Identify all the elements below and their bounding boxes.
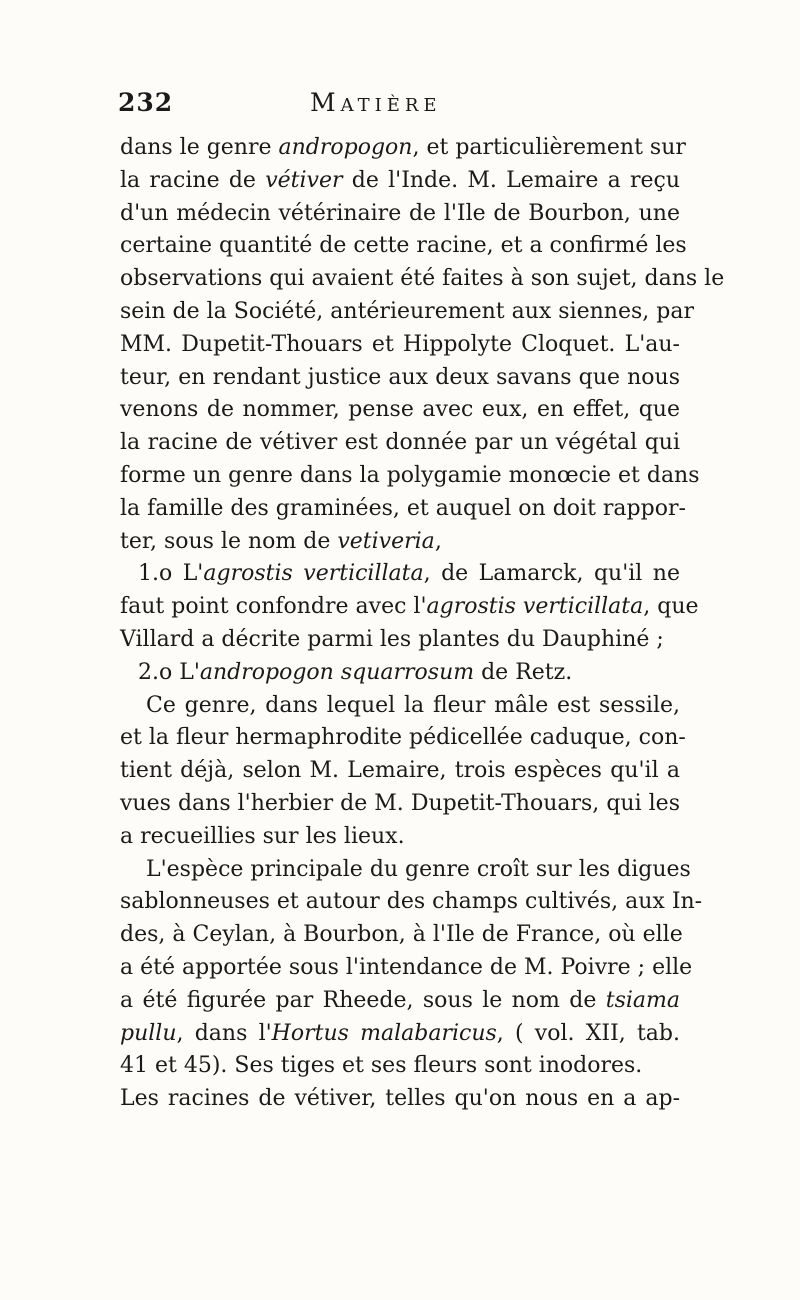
text-run: la famille des graminées, et auquel on doit rappor- — [120, 495, 686, 521]
text-line — [120, 1018, 680, 1051]
text-run: la racine de vétiver est donnée par un végétal qui — [120, 430, 680, 456]
text-line — [120, 722, 686, 755]
text-run: a été apportée sous l'intendance de M. Poivre ; elle — [120, 954, 693, 980]
text-line — [120, 427, 680, 460]
text-run: teur, en rendant justice aux deux savans que nous — [120, 364, 680, 390]
text-run: andropogon — [278, 135, 413, 160]
text-line — [120, 821, 680, 854]
text-run: 1.o L' — [138, 561, 204, 587]
text-run: a été figurée par Rheede, sous le nom de — [120, 987, 606, 1013]
text-run: , ( vol. XII, tab. — [496, 1020, 680, 1046]
text-run: Villard a décrite parmi les plantes du Dauphiné ; — [120, 626, 664, 652]
text-run: des, à Ceylan, à Bourbon, à l'Ile de France, où elle — [120, 922, 683, 948]
text-line — [120, 526, 680, 559]
text-line — [120, 132, 686, 165]
text-line — [120, 1050, 680, 1083]
text-run: sablonneuses et autour des champs cultivés, aux In- — [120, 889, 703, 915]
text-run: MM. Dupetit-Thouars et Hippolyte Cloquet. L'au- — [120, 331, 680, 357]
text-run: dans le genre — [120, 135, 279, 160]
text-line — [120, 624, 680, 657]
text-line — [120, 263, 725, 296]
text-line — [120, 394, 680, 427]
text-run: Ce genre, dans lequel la fleur mâle est sessile, — [146, 692, 680, 718]
text-run: agrostis verticillata — [203, 561, 424, 587]
body-text — [120, 132, 725, 1116]
text-run: Hortus malabaricus — [271, 1020, 497, 1046]
text-line — [120, 690, 680, 723]
text-line — [120, 460, 700, 493]
text-line — [120, 558, 680, 591]
text-line — [120, 854, 691, 887]
text-run: , que — [643, 594, 699, 620]
text-run: venons de nommer, pense avec eux, en effet, que — [120, 397, 680, 423]
page-number: 232 — [118, 88, 174, 117]
text-line — [120, 329, 680, 362]
text-line — [120, 493, 686, 526]
text-line — [120, 919, 683, 952]
text-line — [120, 165, 680, 198]
text-run: 41 et 45). Ses tiges et ses fleurs sont inodores. — [120, 1053, 643, 1079]
text-run: ter, sous le nom de — [120, 528, 338, 554]
text-run: vues dans l'herbier de M. Dupetit-Thouars, qui les — [120, 790, 680, 816]
page-header — [118, 88, 678, 124]
text-run: sein de la Société, antérieurement aux siennes, par — [120, 298, 694, 324]
text-run: pullu — [120, 1020, 177, 1046]
text-line — [120, 985, 680, 1018]
text-run: 2.o L' — [138, 659, 200, 685]
text-run: , dans l' — [176, 1020, 272, 1046]
text-run: andropogon squarrosum — [199, 659, 475, 685]
text-run: de l'Inde. M. Lemaire a reçu — [342, 167, 680, 193]
text-run: , de Lamarck, qu'il ne — [423, 561, 680, 587]
text-run: d'un médecin vétérinaire de l'Ile de Bourbon, une — [120, 200, 680, 226]
text-run: Les racines de vétiver, telles qu'on nous en a ap- — [120, 1086, 680, 1112]
text-line — [120, 296, 694, 329]
text-run: a recueillies sur les lieux. — [120, 823, 405, 849]
text-run: , et particulièrement sur — [412, 135, 686, 160]
text-line — [120, 230, 687, 263]
text-run: tsiama — [605, 987, 680, 1013]
text-run: tient déjà, selon M. Lemaire, trois espèces qu'il a — [120, 758, 680, 784]
text-line — [120, 362, 680, 395]
text-line — [120, 1083, 680, 1116]
text-line — [120, 952, 693, 985]
text-run: certaine quantité de cette racine, et a confirmé les — [120, 233, 687, 259]
text-run: vetiveria — [337, 528, 435, 554]
text-run: L'espèce principale du genre croît sur les digues — [146, 856, 691, 882]
text-run: et la fleur hermaphrodite pédicellée caduque, con- — [120, 725, 686, 751]
text-line — [120, 755, 680, 788]
text-run: de Retz. — [474, 659, 573, 685]
text-run: la racine de — [120, 167, 266, 193]
text-run: observations qui avaient été faites à son sujet, dans le — [120, 266, 725, 292]
text-run: , — [434, 528, 442, 554]
text-line — [120, 657, 680, 690]
text-line — [120, 886, 703, 919]
text-line — [120, 788, 680, 821]
text-line — [120, 198, 680, 231]
text-line — [120, 591, 699, 624]
text-run: forme un genre dans la polygamie monœcie et dans — [120, 462, 700, 488]
text-run: faut point confondre avec l' — [120, 594, 427, 620]
text-run: vétiver — [265, 167, 343, 193]
text-run: agrostis verticillata — [426, 594, 644, 620]
running-title: Matière — [310, 88, 442, 117]
